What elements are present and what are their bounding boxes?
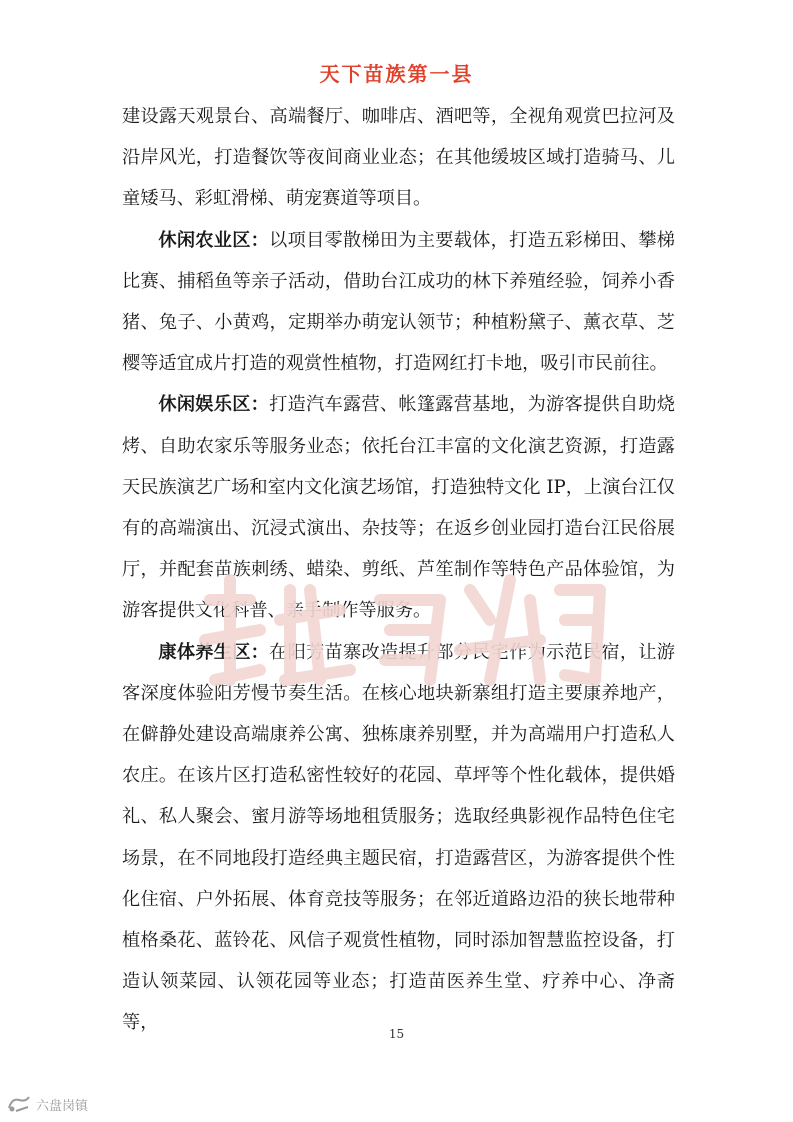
page-header-title: 天下苗族第一县 <box>319 62 474 86</box>
page-number: 15 <box>388 1027 405 1041</box>
document-body <box>122 96 675 1044</box>
paragraph-lead-heading: 休闲农业区： <box>158 229 270 251</box>
corner-watermark-logo <box>6 1092 88 1116</box>
paragraph-leisure-agriculture <box>122 220 675 385</box>
corner-logo-text: 六盘岗镇 <box>36 1098 89 1114</box>
paragraph-leisure-entertainment <box>122 384 675 631</box>
paragraph-lead-heading: 休闲娱乐区： <box>158 394 270 416</box>
brand-logo-icon <box>6 1094 32 1114</box>
paragraph-text: 建设露天观景台、高端餐厅、咖啡店、酒吧等，全视角观赏巴拉河及沿岸风光，打造餐饮等夜间商业业态；在其他缓坡区域打造骑马、儿童矮马、彩虹滑梯、萌宠赛道等项目。 <box>122 106 675 210</box>
paragraph-text: 打造汽车露营、帐篷露营基地，为游客提供自助烧烤、自助农家乐等服务业态；依托台江丰富的文化演艺资源，打造露天民族演艺广场和室内文化演艺场馆，打造独特文化 IP，上演台江仅有的高端演出、沉浸式演出、杂技等；在返乡创业园打造台江民俗展厅，并配套苗族刺绣、蜡染、剪纸、芦笙制作等特色产品体验馆，为游客提供文化科普、亲手制作等服务。 <box>122 394 675 622</box>
paragraph-health-wellness <box>122 632 675 1044</box>
paragraph-text: 以项目零散梯田为主要载体，打造五彩梯田、攀梯比赛、捕稻鱼等亲子活动，借助台江成功的林下养殖经验，饲养小香猪、兔子、小黄鸡，定期举办萌宠认领节；种植粉黛子、薰衣草、芝樱等适宜成片打造的观赏性植物，打造网红打卡地，吸引市民前往。 <box>122 229 675 375</box>
paragraph-intro-continuation <box>122 96 675 220</box>
paragraph-text: 在阳芳苗寨改造提升部分民宅作为示范民宿，让游客深度体验阳芳慢节奏生活。在核心地块新寨组打造主要康养地产，在僻静处建设高端康养公寓、独栋康养别墅，并为高端用户打造私人农庄。在该片区打造私密性较好的花园、草坪等个性化载体，提供婚礼、私人聚会、蜜月游等场地租赁服务；选取经典影视作品特色住宅场景，在不同地段打造经典主题民宿，打造露营区，为游客提供个性化住宿、户外拓展、体育竞技等服务；在邻近道路边沿的狭长地带种植格桑花、蓝铃花、风信子观赏性植物，同时添加智慧监控设备，打造认领菜园、认领花园等业态；打造苗医养生堂、疗养中心、净斋等， <box>122 641 675 1034</box>
paragraph-lead-heading: 康体养生区： <box>158 641 270 663</box>
